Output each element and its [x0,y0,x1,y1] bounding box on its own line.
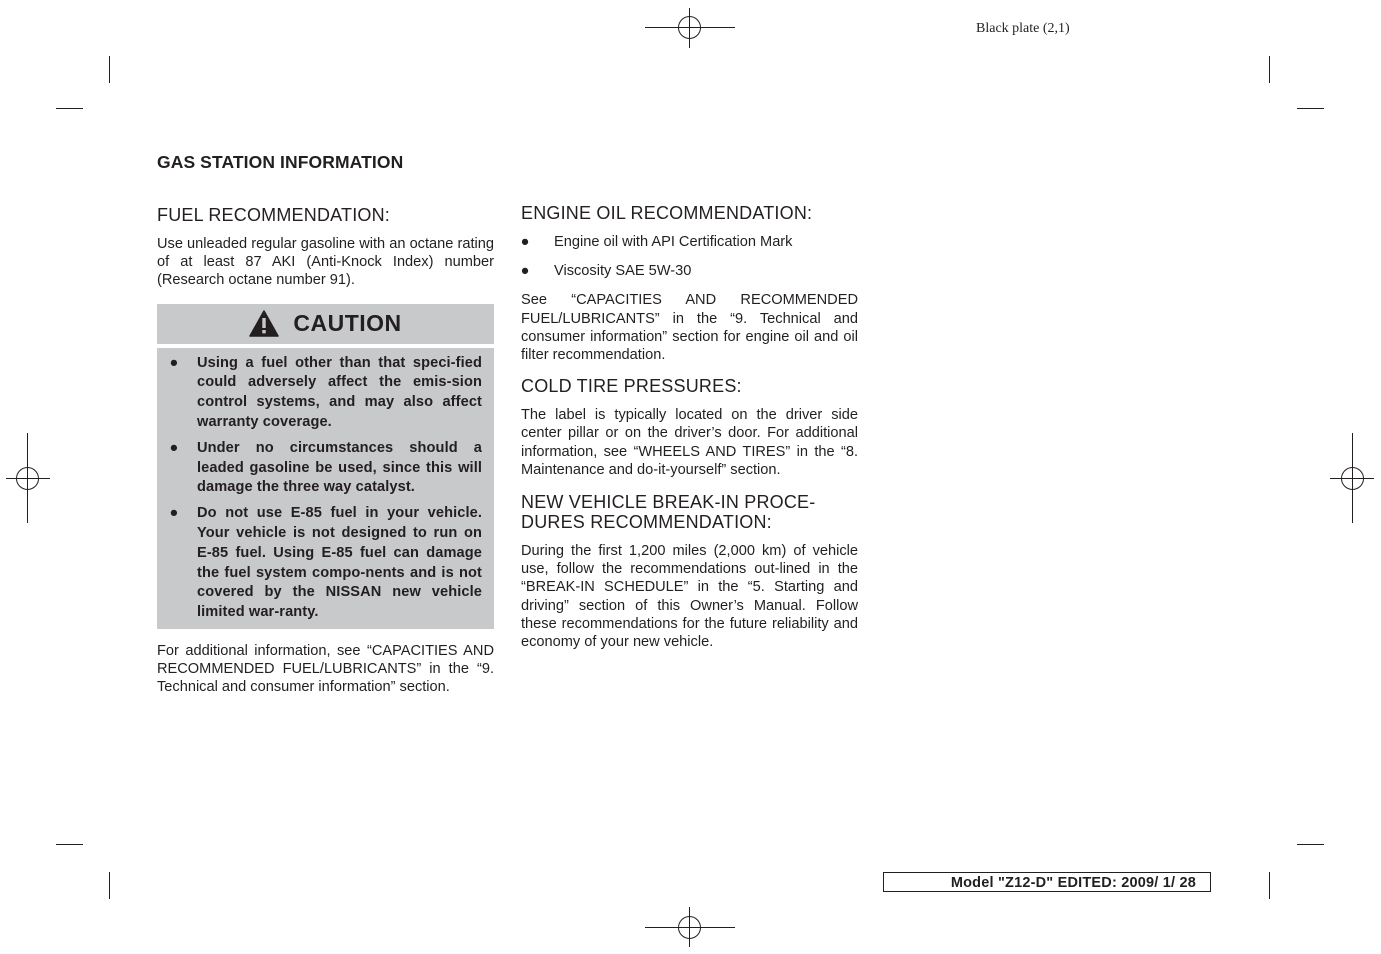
bullet-icon: ● [169,354,179,371]
plate-label: Black plate (2,1) [976,21,1070,36]
tire-body: The label is typically located on the driver side center pillar or on the driver’s door. For additional information, see “WHEELS AND TIRES” in the “8. Maintenance and do-it-yourself” section. [521,407,858,478]
caution-box [157,304,494,629]
break-in-heading: NEW VEHICLE BREAK-IN PROCE-DURES RECOMMENDATION: [521,492,816,533]
caution-body [157,348,494,629]
engine-oil-list [521,233,858,280]
break-in-body: During the first 1,200 miles (2,000 km) of vehicle use, follow the recommendations out-lined in the “BREAK-IN SCHEDULE” in the “5. Starting and driving” section of this Owner’s Manual. Follow these recommendations for the future reliability and economy of your new vehicle. [521,543,858,651]
registration-mark-left [6,433,50,523]
bullet-icon: ● [520,263,530,280]
bullet-icon: ● [169,505,179,522]
middle-column [521,203,858,651]
caution-label: CAUTION [293,310,402,337]
registration-mark-top [645,8,735,48]
section-title: GAS STATION INFORMATION [157,152,404,172]
model-edit-box: Model "Z12-D" EDITED: 2009/ 1/ 28 [883,872,1211,892]
list-item: ● Engine oil with API Certification Mark [520,234,793,250]
registration-mark-right [1330,433,1374,523]
caution-item: ● Do not use E-85 fuel in your vehicle. Your vehicle is not designed to run on E-85 fuel. Using E-85 fuel can damage the fuel system compo-nents and is not covered by the NISSAN new vehicle limited war-ranty. [169,505,482,621]
tire-heading: COLD TIRE PRESSURES: [521,376,742,397]
engine-oil-body: See “CAPACITIES AND RECOMMENDED FUEL/LUBRICANTS” in the “9. Technical and consumer information” section for engine oil and oil filter recommendation. [521,292,858,364]
caution-header [157,304,494,348]
additional-info: For additional information, see “CAPACITIES AND RECOMMENDED FUEL/LUBRICANTS” in the “9. Technical and consumer information” section. [157,642,494,696]
caution-item: ● Under no circumstances should a leaded gasoline be used, since this will damage the three way catalyst. [169,439,482,496]
registration-mark-bottom [645,907,735,947]
warning-icon [249,310,279,337]
fuel-body: Use unleaded regular gasoline with an octane rating of at least 87 AKI (Anti-Knock Index) number (Research octane number 91). [157,236,494,289]
bullet-icon: ● [169,439,179,456]
fuel-heading: FUEL RECOMMENDATION: [157,205,391,225]
left-column [157,205,494,697]
engine-oil-heading: ENGINE OIL RECOMMENDATION: [521,203,813,223]
list-item: ● Viscosity SAE 5W-30 [520,263,692,280]
caution-item: ● Using a fuel other than that speci-fied could adversely affect the emis-sion control systems, and may also affect warranty coverage. [169,354,482,430]
bullet-icon: ● [520,234,530,250]
